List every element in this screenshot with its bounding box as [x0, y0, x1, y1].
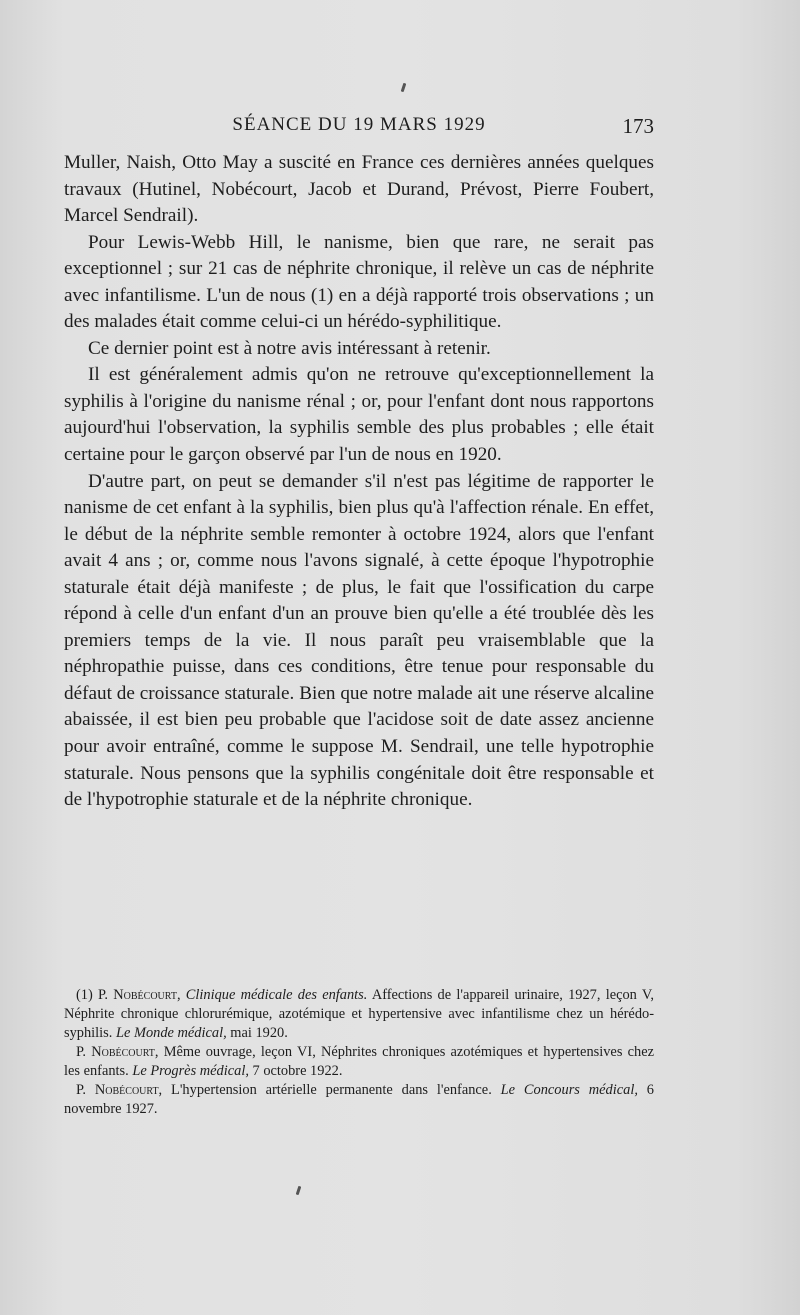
body-text: [64, 150, 654, 814]
paragraph-syphilis-origin: Il est généralement admis qu'on ne retrouve qu'exceptionnellement la syphilis à l'origine du nanisme rénal ; or, pour l'enfant dont nous rapportons aujourd'hui l'observation, la syphilis semble des plus probables ; elle était certaine pour le garçon observé par l'un de nous en 1920.: [64, 364, 654, 466]
footnote-text: Même ouvrage, leçon VI, Néphrites chroniques azotémiques et hypertensives chez les enfants.: [64, 1044, 654, 1079]
footnote-date: 6 novembre 1927.: [64, 1082, 655, 1117]
ink-speck: [401, 83, 407, 92]
footnote: [64, 986, 654, 1043]
footnote-title: Clinique médicale des enfants.: [185, 987, 368, 1003]
paragraph-point-of-interest: Ce dernier point est à notre avis intéressant à retenir.: [88, 337, 491, 359]
footnote-text: Affections de l'appareil urinaire, 1927, leçon V, Néphrite chronique chlorurémique, azotémique et hypertensive avec infantilisme chez un hérédo-syphilis.: [64, 987, 654, 1041]
running-head: SÉANCE DU 19 MARS 1929: [232, 114, 486, 135]
paragraph-continuation: Muller, Naish, Otto May a suscité en France ces dernières années quelques travaux (Hutinel, Nobécourt, Jacob et Durand, Prévost, Pierre Foubert, Marcel Sendrail).: [64, 152, 654, 227]
ink-speck: [296, 1186, 302, 1195]
footnote-date: 7 octobre 1922.: [248, 1063, 343, 1079]
footnote: [64, 1081, 654, 1119]
footnote-journal: Le Progrès médical,: [132, 1063, 249, 1079]
paragraph-discussion: D'autre part, on peut se demander s'il n'est pas légitime de rapporter le nanisme de cet enfant à la syphilis, bien plus qu'à l'affection rénale. En effet, le début de la néphrite semble remonter à octobre 1924, alors que l'enfant avait 4 ans ; or, comme nous l'avons signalé, à cette époque l'hypotrophie staturale était déjà manifeste ; de plus, le fait que l'ossification du carpe répond à celle d'un enfant d'un an prouve bien qu'elle a été troublée dès les premiers temps de la vie. Il nous paraît peu vraisemblable que la néphropathie puisse, dans ces conditions, être tenue pour responsable du défaut de croissance staturale. Bien que notre malade ait une réserve alcaline abaissée, il est bien peu probable que l'acidose soit de date assez ancienne pour avoir entraîné, comme le suppose M. Sendrail, une telle hypotrophie staturale. Nous pensons que la syphilis congénitale doit être responsable et de l'hypotrophie staturale et de la néphrite chronique.: [64, 470, 654, 811]
page-header: [64, 114, 654, 144]
footnote-author: P. Nobécourt,: [76, 1044, 159, 1060]
footnotes: [64, 986, 654, 1119]
footnote-journal: Le Monde médical,: [115, 1025, 227, 1041]
footnote-journal: Le Concours médical,: [500, 1082, 638, 1098]
page-number: 173: [622, 114, 654, 138]
footnote-marker: (1): [76, 987, 99, 1003]
footnote-author: P. Nobécourt,: [76, 1082, 163, 1098]
footnote: [64, 1043, 654, 1081]
footnote-text: L'hypertension artérielle permanente dans l'enfance.: [162, 1082, 501, 1098]
paragraph-lewis-webb-hill: Pour Lewis-Webb Hill, le nanisme, bien que rare, ne serait pas exceptionnel ; sur 21 cas de néphrite chronique, il relève un cas de néphrite avec infantilisme. L'un de nous (1) en a déjà rapporté trois observations ; un des malades était comme celui-ci un hérédo-syphilitique.: [64, 231, 654, 333]
footnote-date: mai 1920.: [226, 1025, 288, 1041]
footnote-author: P. Nobécourt,: [98, 987, 181, 1003]
